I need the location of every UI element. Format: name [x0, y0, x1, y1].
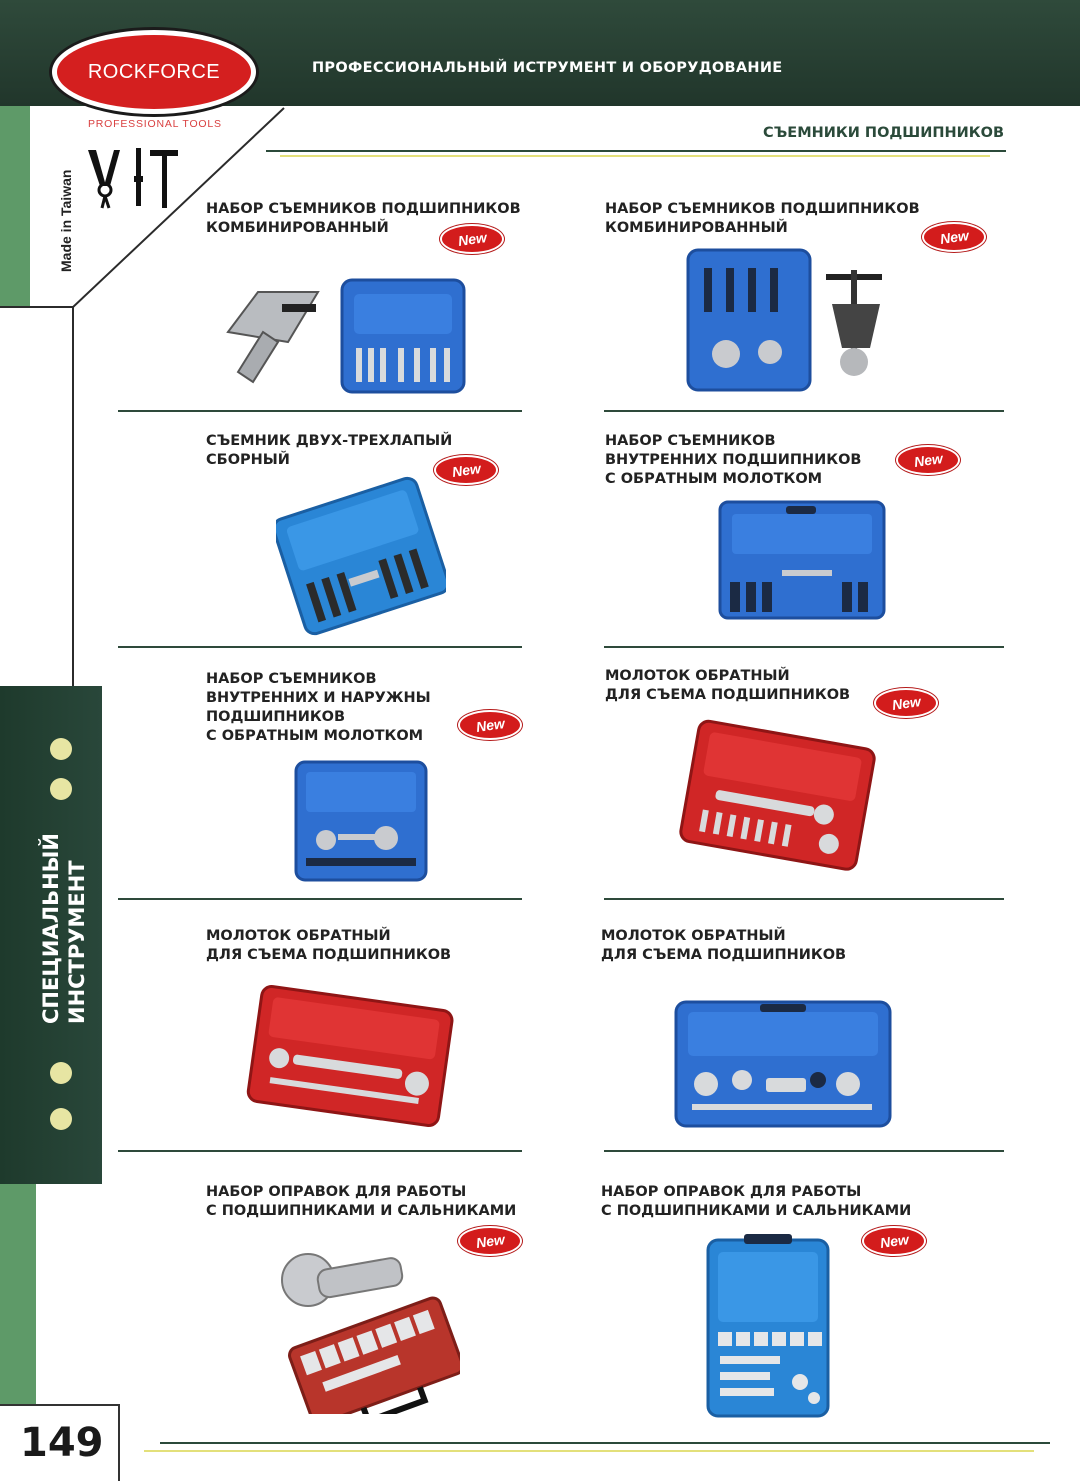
product-title: НАБОР СЪЕМНИКОВ ПОДШИПНИКОВ КОМБИНИРОВАННЫЙ	[605, 201, 920, 236]
new-badge	[896, 445, 960, 475]
page-box-rule	[0, 1404, 120, 1406]
product-image	[716, 498, 888, 622]
product-title: НАБОР СЪЕМНИКОВ ВНУТРЕННИХ ПОДШИПНИКОВ С ОБРАТНЫМ МОЛОТКОМ	[605, 433, 862, 487]
made-in-label: Made in Taiwan	[58, 169, 74, 272]
product-image	[704, 1232, 832, 1420]
new-badge	[862, 1226, 926, 1256]
left-rule	[0, 306, 74, 308]
new-badge-text: New	[912, 450, 944, 470]
product-title: НАБОР СЪЕМНИКОВ ВНУТРЕННИХ И НАРУЖНЫ ПОДШИПНИКОВ С ОБРАТНЫМ МОЛОТКОМ	[206, 671, 431, 744]
new-badge	[440, 224, 504, 254]
product-title: СЪЕМНИК ДВУХ-ТРЕХЛАПЫЙ СБОРНЫЙ	[206, 433, 453, 468]
section-title: СЪЕМНИКИ ПОДШИПНИКОВ	[763, 125, 1004, 141]
row-divider	[118, 410, 522, 412]
new-badge-text: New	[450, 460, 482, 480]
side-category-label	[38, 833, 90, 1024]
brand-name: ROCKFORCE	[87, 60, 221, 83]
row-divider	[604, 646, 1004, 648]
new-badge	[874, 688, 938, 718]
side-label-line2: ИНСТРУМЕНТ	[65, 860, 89, 1024]
new-badge-text: New	[456, 229, 488, 249]
side-label-line1: СПЕЦИАЛЬНЫЙ	[39, 833, 63, 1024]
brand-logo	[52, 30, 256, 114]
row-divider	[604, 898, 1004, 900]
product-image	[292, 756, 430, 884]
page-number: 149	[20, 1420, 104, 1466]
side-dot	[50, 1062, 72, 1084]
section-rule	[266, 150, 1006, 152]
product-title: МОЛОТОК ОБРАТНЫЙ ДЛЯ СЪЕМА ПОДШИПНИКОВ	[605, 668, 851, 703]
header-title: ПРОФЕССИОНАЛЬНЫЙ ИСТРУМЕНТ И ОБОРУДОВАНИЕ	[312, 60, 783, 76]
product-image	[686, 248, 906, 394]
section-rule-accent	[280, 155, 990, 157]
product-title: НАБОР ОПРАВОК ДЛЯ РАБОТЫ С ПОДШИПНИКАМИ И САЛЬНИКАМИ	[601, 1184, 912, 1219]
new-badge-text: New	[878, 1231, 910, 1251]
row-divider	[604, 410, 1004, 412]
new-badge	[458, 710, 522, 740]
vertical-rule	[72, 307, 74, 687]
new-badge-text: New	[474, 715, 506, 735]
side-dot	[50, 1108, 72, 1130]
product-title: МОЛОТОК ОБРАТНЫЙ ДЛЯ СЪЕМА ПОДШИПНИКОВ	[206, 928, 452, 963]
side-dot	[50, 778, 72, 800]
tools-icon	[84, 146, 184, 210]
product-title: НАБОР ОПРАВОК ДЛЯ РАБОТЫ С ПОДШИПНИКАМИ И САЛЬНИКАМИ	[206, 1184, 517, 1219]
page-box-rule	[118, 1404, 120, 1481]
brand-tagline: PROFESSIONAL TOOLS	[88, 118, 222, 130]
product-image	[676, 718, 876, 878]
product-image	[218, 272, 468, 396]
footer-rule-accent	[144, 1450, 1034, 1452]
green-strip-top	[0, 106, 30, 306]
footer-rule	[160, 1442, 1050, 1444]
row-divider	[118, 646, 522, 648]
product-title: НАБОР СЪЕМНИКОВ ПОДШИПНИКОВ КОМБИНИРОВАННЫЙ	[206, 201, 521, 236]
product-image	[278, 1250, 460, 1414]
row-divider	[118, 898, 522, 900]
product-image	[244, 982, 456, 1132]
product-image	[276, 476, 446, 636]
side-dot	[50, 738, 72, 760]
product-image	[672, 996, 894, 1130]
new-badge	[922, 222, 986, 252]
new-badge-text: New	[938, 227, 970, 247]
new-badge-text: New	[890, 693, 922, 713]
new-badge-text: New	[474, 1231, 506, 1251]
green-strip-bottom	[0, 1184, 36, 1406]
row-divider	[604, 1150, 1004, 1152]
product-title: МОЛОТОК ОБРАТНЫЙ ДЛЯ СЪЕМА ПОДШИПНИКОВ	[601, 928, 847, 963]
new-badge	[458, 1226, 522, 1256]
row-divider	[118, 1150, 522, 1152]
